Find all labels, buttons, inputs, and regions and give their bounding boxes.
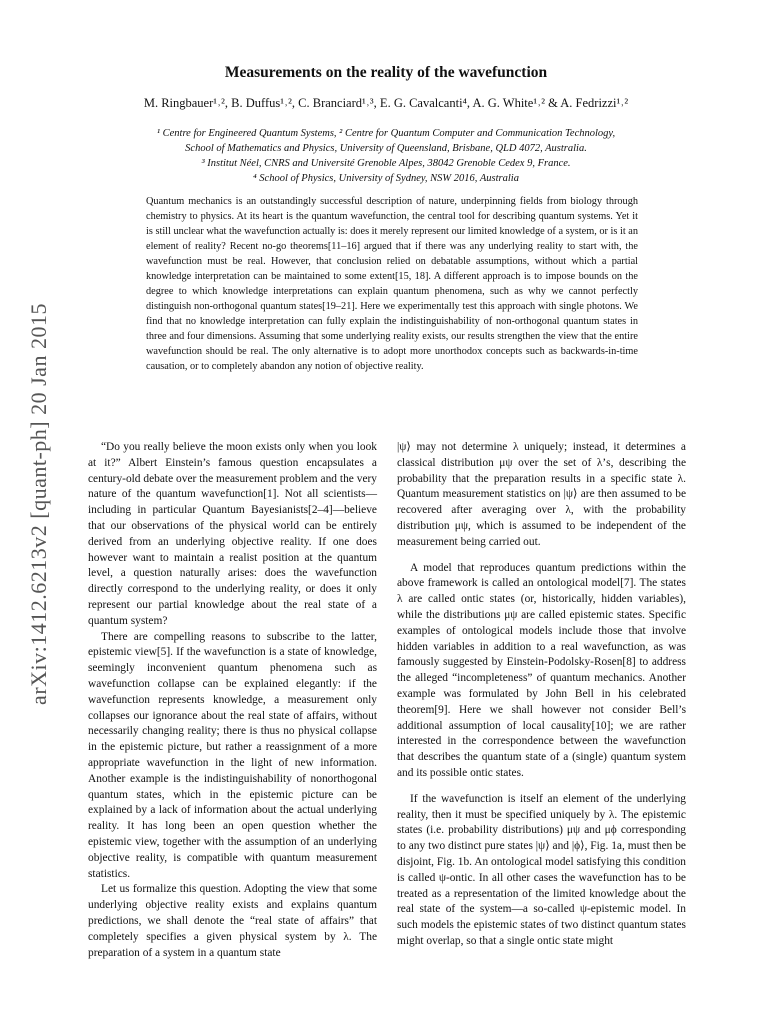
affiliation-line: ³ Institut Néel, CNRS and Université Grenoble Alpes, 38042 Grenoble Cedex 9, France. bbox=[201, 158, 571, 169]
affiliation-line: ⁴ School of Physics, University of Sydney, NSW 2016, Australia bbox=[253, 173, 519, 184]
body-paragraph: A model that reproduces quantum predictions within the above framework is called an ontological model[7]. The states λ are called ontic states (or, historically, hidden variables), while the distributions μψ are called epistemic states. Specific examples of ontological models include those that involve hidden variables in addition to a real wavefunction, as was famously suggested by Einstein-Podolsky-Rosen[8] to address the alleged “incompleteness” of quantum mechanics. Another example was formulated by John Bell in his celebrated theorem[9]. Here we shall however not consider Bell’s additional assumption of local causality[10]; we are rather interested in the correspondence between the wavefunction that describes the quantum state of a (single) quantum system and its possible ontic states. bbox=[397, 561, 686, 779]
arxiv-identifier-margin bbox=[14, 284, 64, 724]
affiliations bbox=[90, 126, 682, 186]
body-paragraph: There are compelling reasons to subscribe to the latter, epistemic view[5]. If the wavefunction is a state of knowledge, seemingly inconvenient quantum phenomena such as wavefunction collapse can be explained elegantly: if the wavefunction represents knowledge, a measurement only collapses our ignorance about the real state of affairs, without necessarily changing reality; there is thus no physical collapse in the epistemic picture, but rather a reassignment of a more appropriate wavefunction in the light of new information. Another example is the indistinguishability of nonorthogonal quantum states, which in the epistemic picture can be explained by a lack of information about the actual underlying reality. It has long been an open question whether the epistemic view, together with the assumption of an underlying objective reality, is compatible with quantum measurement statistics. bbox=[88, 630, 377, 880]
affiliation-line: School of Mathematics and Physics, University of Queensland, Brisbane, QLD 4072, Australia. bbox=[185, 143, 587, 154]
abstract: Quantum mechanics is an outstandingly successful description of nature, underpinning fields from biology through chemistry to physics. At its heart is the quantum wavefunction, the central tool for describing quantum systems. Yet it is still unclear what the wavefunction actually is: does it merely represent our limited knowledge of a system, or is it an element of reality? Recent no-go theorems[11–16] argued that if there was any underlying reality to start with, the wavefunction must be real. However, that conclusion relied on debatable assumptions, without which a partial knowledge interpretation can be maintained to some extent[15, 18]. A different approach is to impose bounds on the degree to which knowledge interpretations can explain quantum phenomena, such as why we cannot perfectly distinguish non-orthogonal quantum states[19–21]. Here we experimentally test this approach with single photons. We find that no knowledge interpretation can fully explain the indistinguishability of non-orthogonal quantum states in three and four dimensions. Assuming that some underlying reality exists, our results strengthen the view that the entire wavefunction should be real. The only alternative is to adopt more unorthodox concepts such as backwards-in-time causation, or to completely abandon any notion of objective reality. bbox=[146, 196, 638, 372]
body-column-right bbox=[397, 440, 686, 950]
body-paragraph: “Do you really believe the moon exists only when you look at it?” Albert Einstein’s famous question encapsulates a century-old debate over the measurement problem and the very nature of the quantum wavefunction[1]. Not all scientists—including in particular Quantum Bayesianists[2–4]—believe that our observations of the physical world can be entirely derived from an underlying objective reality. If one does however want to maintain a realist position at the quantum level, a question naturally arises: does the wavefunction directly correspond to the underlying reality, or does it only represent our partial knowledge about the real state of a quantum system? bbox=[88, 441, 377, 627]
affiliation-line: ¹ Centre for Engineered Quantum Systems, ² Centre for Quantum Computer and Communication Technology, bbox=[156, 128, 616, 139]
body-paragraph: If the wavefunction is itself an element of the underlying reality, then it must be specified uniquely by λ. The epistemic states (i.e. probability distributions) μψ and μϕ corresponding to any two distinct pure states |ψ⟩ and |ϕ⟩, Fig. 1a, must then be disjoint, Fig. 1b. An ontological model satisfying this condition is called ψ-ontic. In all other cases the wavefunction has to be treated as a representation of the limited knowledge about the real state of the system—a so-called ψ-epistemic model. In such models the epistemic states of two distinct quantum states might overlap, so that a single ontic state might bbox=[397, 792, 686, 947]
author-list: M. Ringbauer¹˒², B. Duffus¹˒², C. Branciard¹˒³, E. G. Cavalcanti⁴, A. G. White¹˒² & A. Fedrizzi¹˒² bbox=[143, 96, 629, 110]
paper-title: Measurements on the reality of the wavefunction bbox=[224, 64, 548, 81]
body-paragraph: Let us formalize this question. Adopting the view that some underlying objective reality exists and explains quantum predictions, we shall denote the “real state of affairs” that completely specifies a given physical system by λ. The preparation of a system in a quantum state bbox=[88, 883, 377, 959]
body-paragraph: |ψ⟩ may not determine λ uniquely; instead, it determines a classical distribution μψ over the set of λ’s, describing the probability that the preparation results in a specific state λ. Quantum measurement statistics on |ψ⟩ are then assumed to be recovered after averaging over λ, with the probability distribution μψ, which is assumed to be independent of the measurement being carried out. bbox=[397, 441, 686, 548]
body-column-left bbox=[88, 440, 377, 961]
arxiv-identifier: arXiv:1412.6213v2 [quant-ph] 20 Jan 2015 bbox=[26, 303, 51, 705]
